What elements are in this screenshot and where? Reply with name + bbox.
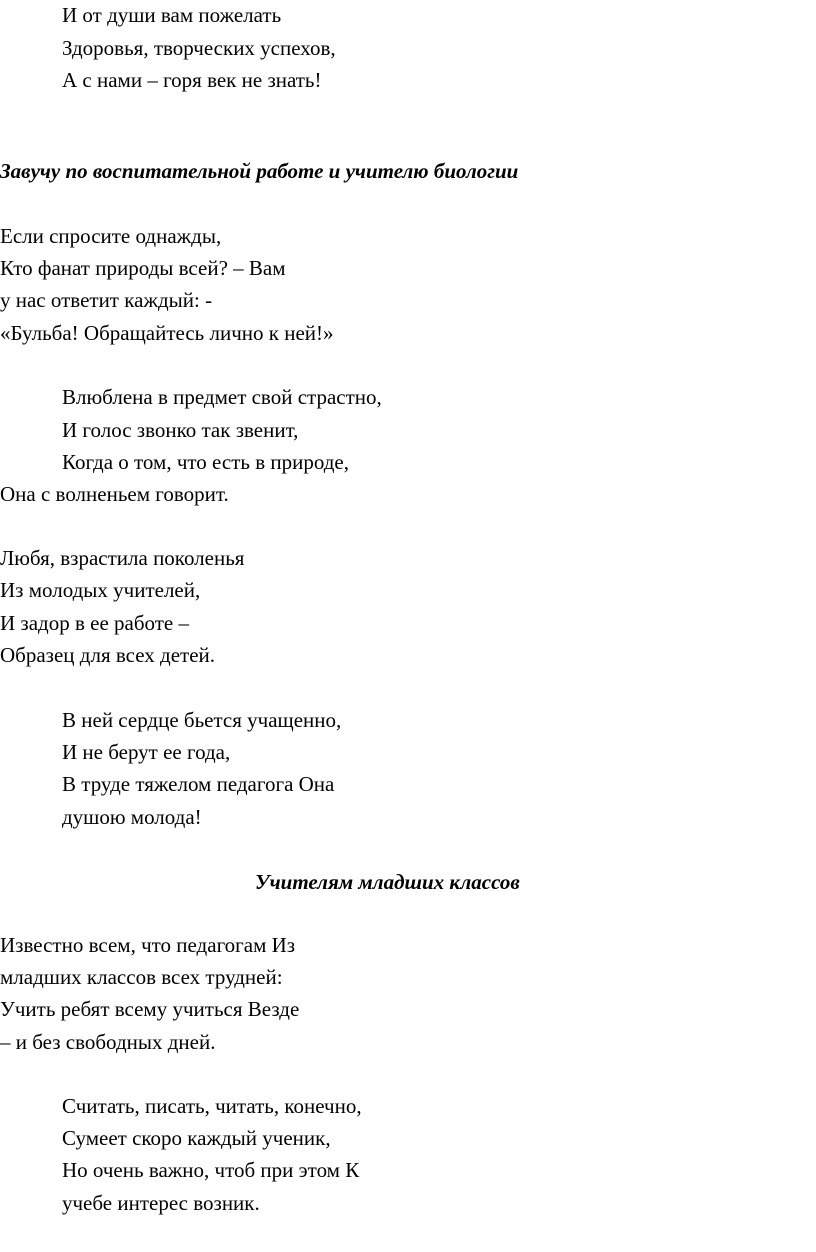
poem-line: Кто фанат природы всей? – Вам (0, 256, 286, 280)
poem-line: И голос звонко так звенит, (62, 418, 299, 442)
poem-line: душою молода! (62, 805, 202, 829)
poem-line: Сумеет скоро каждый ученик, (62, 1126, 331, 1150)
poem-line: Если спросите однажды, (0, 224, 222, 248)
poem-line: у нас ответит каждый: - (0, 288, 213, 312)
poem-line: Она с волненьем говорит. (0, 482, 229, 506)
poem-line: Любя, взрастила поколенья (0, 546, 245, 570)
poem-line: А с нами – горя век не знать! (62, 68, 322, 92)
poem-line: И задор в ее работе – (0, 611, 189, 635)
poem-line: В ней сердце бьется учащенно, (62, 708, 342, 732)
poem-line: Из молодых учителей, (0, 578, 201, 602)
poem-line: И не берут ее года, (62, 740, 231, 764)
poem-line: В труде тяжелом педагога Она (62, 772, 335, 796)
poem-line: И от души вам пожелать (62, 3, 282, 27)
poem-line: Известно всем, что педагогам Из (0, 933, 296, 957)
poem-line: Образец для всех детей. (0, 643, 216, 667)
poem-line: Когда о том, что есть в природе, (62, 450, 349, 474)
poem-line: Учить ребят всему учиться Везде (0, 997, 300, 1021)
poem-line: младших классов всех трудней: (0, 965, 283, 989)
poem-line: – и без свободных дней. (0, 1030, 216, 1054)
poem-line: Здоровья, творческих успехов, (62, 36, 336, 60)
section-heading: Завучу по воспитательной работе и учителю биологии (0, 159, 519, 183)
poem-line: «Бульба! Обращайтесь лично к ней!» (0, 321, 334, 345)
section-heading: Учителям младших классов (255, 870, 520, 894)
poem-line: Считать, писать, читать, конечно, (62, 1094, 362, 1118)
poem-line: учебе интерес возник. (62, 1191, 260, 1215)
poem-line: Влюблена в предмет свой страстно, (62, 385, 382, 409)
poem-line: Но очень важно, чтоб при этом К (62, 1158, 360, 1182)
